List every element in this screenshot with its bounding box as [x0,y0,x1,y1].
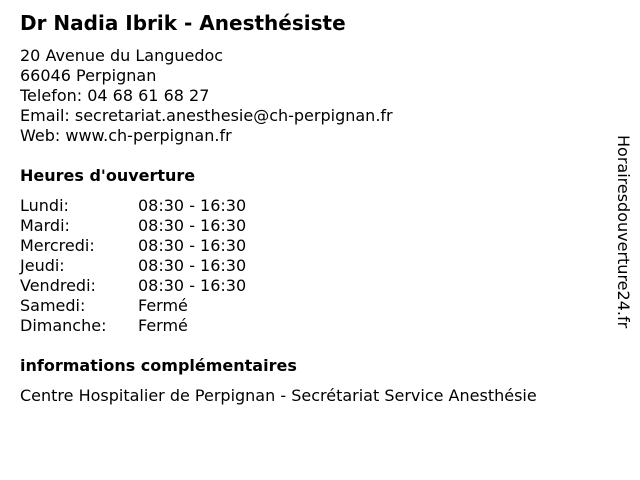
business-card [20,10,600,406]
info-text: Centre Hospitalier de Perpignan - Secrétariat Service Anesthésie [20,386,537,405]
day-label: Mardi: [20,216,70,235]
hours-row-monday [20,196,600,216]
day-hours: 08:30 - 16:30 [138,276,247,295]
day-label: Samedi: [20,296,86,315]
day-hours: 08:30 - 16:30 [138,216,247,235]
day-label: Dimanche: [20,316,107,335]
day-hours: 08:30 - 16:30 [138,236,247,255]
business-title: Dr Nadia Ibrik - Anesthésiste [20,11,346,35]
address-block [20,46,600,146]
hours-row-saturday [20,296,600,316]
address-city: 66046 Perpignan [20,66,157,85]
email-line: Email: secretariat.anesthesie@ch-perpignan.fr [20,106,393,125]
phone-line: Telefon: 04 68 61 68 27 [20,86,210,105]
hours-row-friday [20,276,600,296]
day-hours: 08:30 - 16:30 [138,256,247,275]
hours-row-thursday [20,256,600,276]
day-label: Mercredi: [20,236,95,255]
day-label: Lundi: [20,196,69,215]
day-hours: Fermé [138,316,188,335]
hours-heading: Heures d'ouverture [20,166,196,185]
day-label: Vendredi: [20,276,96,295]
hours-row-tuesday [20,216,600,236]
brand-watermark: Horairesdouverture24.fr [614,135,633,329]
info-heading: informations complémentaires [20,356,297,375]
day-hours: Fermé [138,296,188,315]
web-line: Web: www.ch-perpignan.fr [20,126,232,145]
day-label: Jeudi: [20,256,65,275]
hours-row-sunday [20,316,600,336]
hours-row-wednesday [20,236,600,256]
hours-table [20,196,600,336]
day-hours: 08:30 - 16:30 [138,196,247,215]
address-street: 20 Avenue du Languedoc [20,46,224,65]
